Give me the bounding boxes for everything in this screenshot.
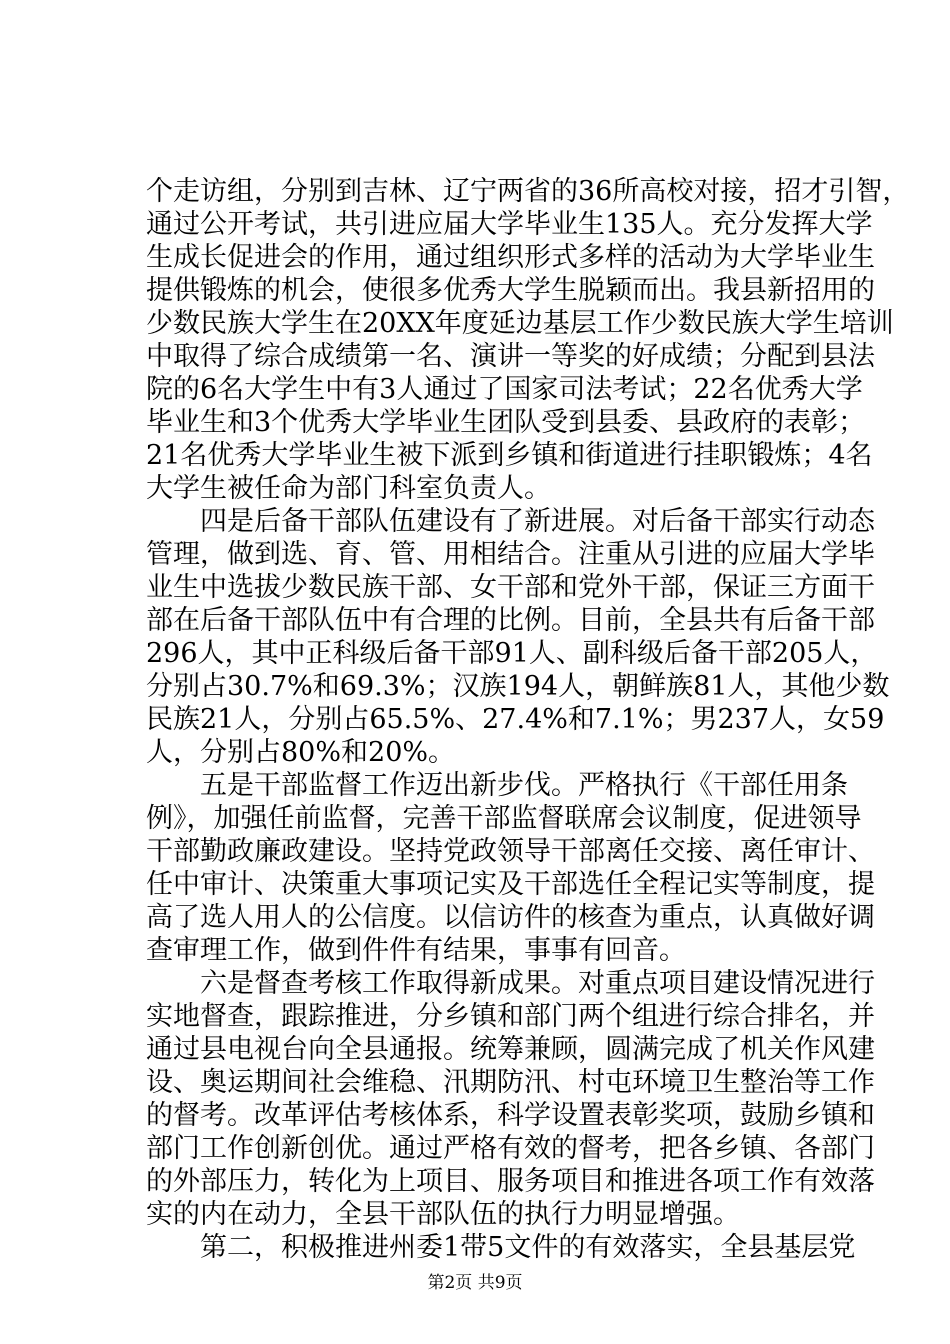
body-text-line: 21名优秀大学毕业生被下派到乡镇和街道进行挂职锻炼；4名 xyxy=(146,440,873,471)
body-text-line: 296人，其中正科级后备干部91人、副科级后备干部205人， xyxy=(146,638,878,669)
body-text-line: 干部勤政廉政建设。坚持党政领导干部离任交接、离任审计、 xyxy=(146,836,875,867)
paragraph-six-first-line: 六是督查考核工作取得新成果。对重点项目建设情况进行 xyxy=(146,968,875,999)
body-text-line: 中取得了综合成绩第一名、演讲一等奖的好成绩；分配到县法 xyxy=(146,341,875,372)
body-text-line: 的督考。改革评估考核体系，科学设置表彰奖项，鼓励乡镇和 xyxy=(146,1100,875,1131)
body-text-line: 实的内在动力，全县干部队伍的执行力明显增强。 xyxy=(146,1199,740,1230)
body-text-line: 业生中选拔少数民族干部、女干部和党外干部，保证三方面干 xyxy=(146,572,875,603)
body-text-line: 分别占30.7%和69.3%；汉族194人，朝鲜族81人，其他少数 xyxy=(146,671,890,702)
body-text-line: 设、奥运期间社会维稳、汛期防汛、村屯环境卫生整治等工作 xyxy=(146,1067,875,1098)
body-text-line: 部门工作创新创优。通过严格有效的督考，把各乡镇、各部门 xyxy=(146,1133,875,1164)
body-text-line: 的外部压力，转化为上项目、服务项目和推进各项工作有效落 xyxy=(146,1166,875,1197)
body-text-line: 毕业生和3个优秀大学毕业生团队受到县委、县政府的表彰； xyxy=(146,407,866,438)
page-number-footer: 第2页 共9页 xyxy=(427,1273,523,1293)
body-text-line: 高了选人用人的公信度。以信访件的核查为重点，认真做好调 xyxy=(146,902,875,933)
body-text-line: 查审理工作，做到件件有结果，事事有回音。 xyxy=(146,935,686,966)
paragraph-five-first-line: 五是干部监督工作迈出新步伐。严格执行《干部任用条 xyxy=(146,770,848,801)
body-text-line: 个走访组，分别到吉林、辽宁两省的36所高校对接，招才引智， xyxy=(146,176,910,207)
paragraph-four-first-line: 四是后备干部队伍建设有了新进展。对后备干部实行动态 xyxy=(146,506,875,537)
body-text-line: 通过公开考试，共引进应届大学毕业生135人。充分发挥大学 xyxy=(146,209,873,240)
body-text-line: 实地督查，跟踪推进，分乡镇和部门两个组进行综合排名，并 xyxy=(146,1001,875,1032)
body-text-line: 部在后备干部队伍中有合理的比例。目前，全县共有后备干部 xyxy=(146,605,875,636)
paragraph-second-section-first-line: 第二，积极推进州委1带5文件的有效落实，全县基层党 xyxy=(146,1232,856,1263)
body-text-line: 例》，加强任前监督，完善干部监督联席会议制度，促进领导 xyxy=(146,803,862,834)
body-text-line: 任中审计、决策重大事项记实及干部选任全程记实等制度，提 xyxy=(146,869,875,900)
body-text-line: 院的6名大学生中有3人通过了国家司法考试；22名优秀大学 xyxy=(146,374,863,405)
body-text-line: 提供锻炼的机会，使很多优秀大学生脱颖而出。我县新招用的 xyxy=(146,275,875,306)
body-text-line: 少数民族大学生在20XX年度延边基层工作少数民族大学生培训 xyxy=(146,308,894,339)
body-text-line: 人，分别占80%和20%。 xyxy=(146,737,456,768)
body-text-line: 管理，做到选、育、管、用相结合。注重从引进的应届大学毕 xyxy=(146,539,875,570)
body-text-line: 大学生被任命为部门科室负责人。 xyxy=(146,473,551,504)
body-text-line: 生成长促进会的作用，通过组织形式多样的活动为大学毕业生 xyxy=(146,242,875,273)
body-text-line: 通过县电视台向全县通报。统筹兼顾，圆满完成了机关作风建 xyxy=(146,1034,875,1065)
body-text-line: 民族21人，分别占65.5%、27.4%和7.1%；男237人，女59 xyxy=(146,704,885,735)
